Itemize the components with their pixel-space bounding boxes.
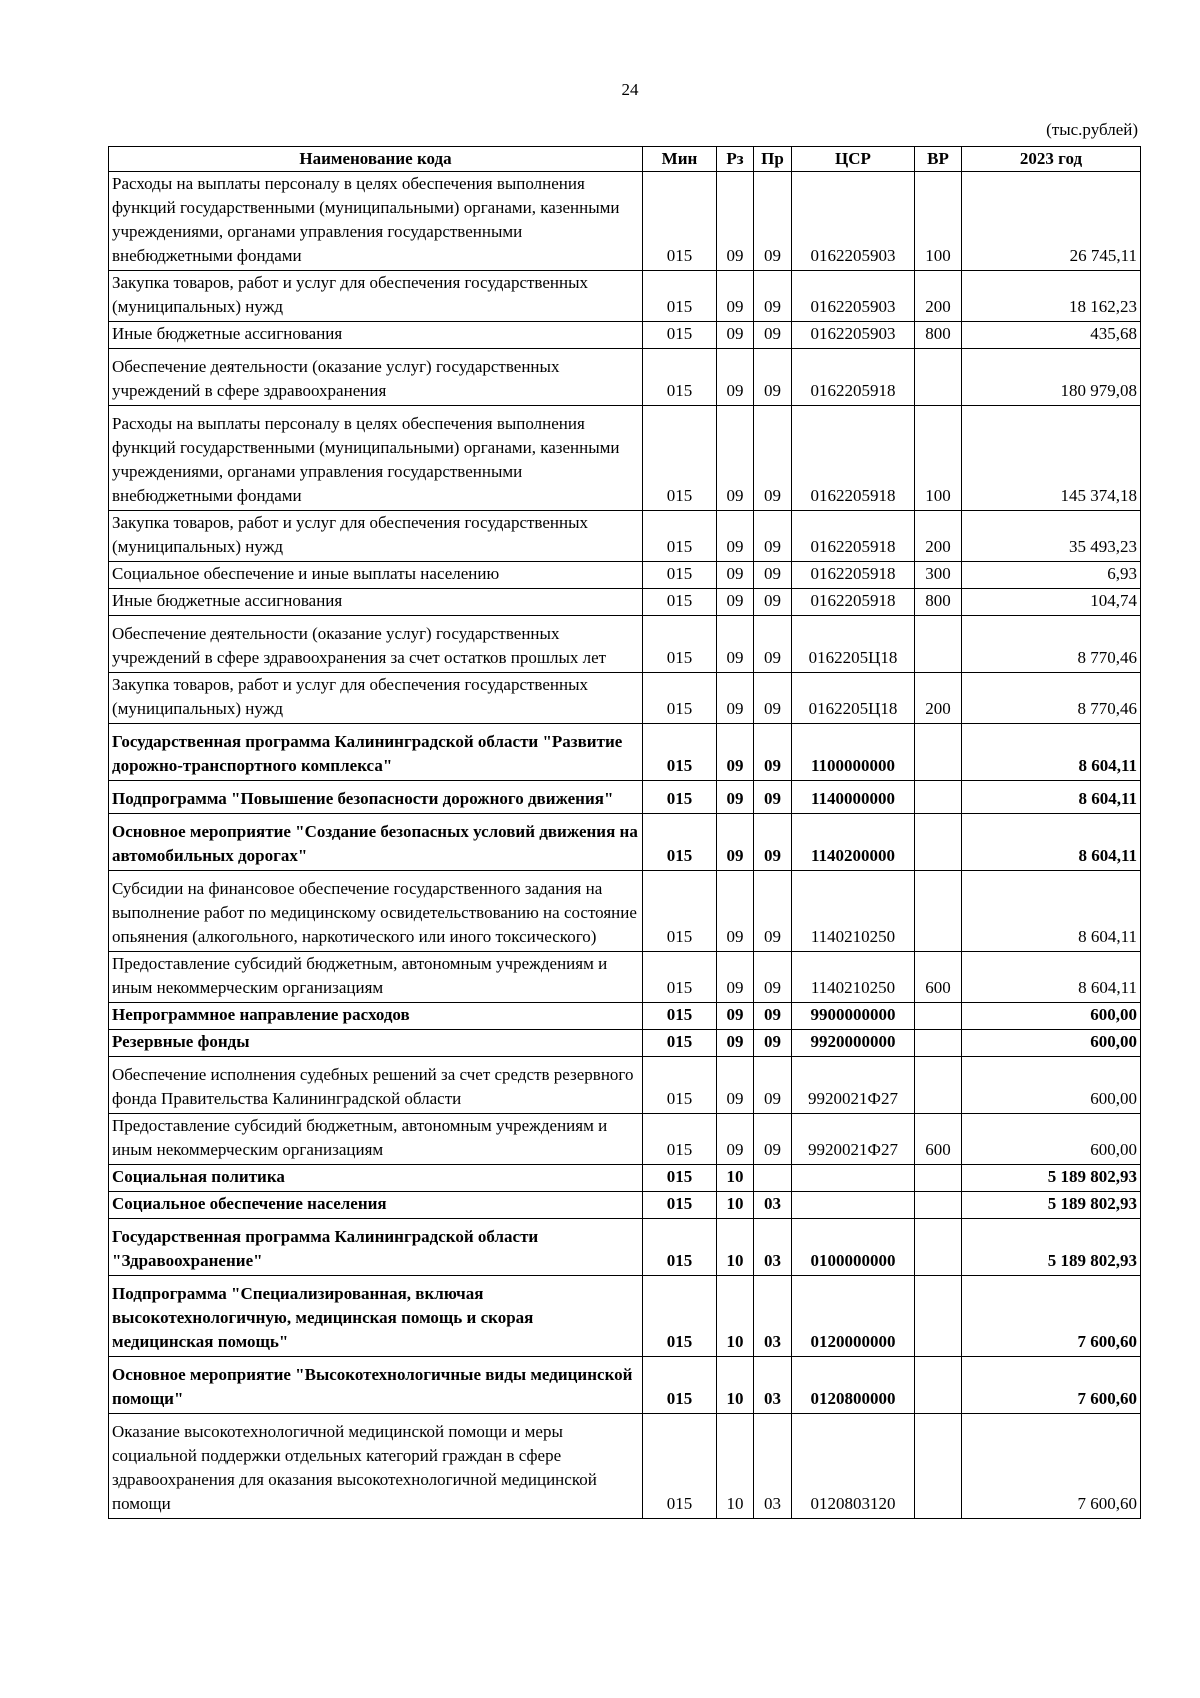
row-vr <box>915 724 962 781</box>
row-min: 015 <box>643 349 717 406</box>
row-min: 015 <box>643 1219 717 1276</box>
table-row <box>109 814 1141 871</box>
table-header-row <box>109 147 1141 172</box>
row-vr: 300 <box>915 562 962 589</box>
row-rz: 09 <box>717 406 754 511</box>
table-row <box>109 1219 1141 1276</box>
table-row <box>109 1276 1141 1357</box>
row-min: 015 <box>643 1003 717 1030</box>
row-amount: 6,93 <box>962 562 1141 589</box>
row-pr: 03 <box>754 1276 792 1357</box>
row-vr: 200 <box>915 511 962 562</box>
row-rz: 10 <box>717 1414 754 1519</box>
row-pr: 03 <box>754 1219 792 1276</box>
row-min: 015 <box>643 952 717 1003</box>
row-rz: 09 <box>717 616 754 673</box>
row-min: 015 <box>643 562 717 589</box>
row-pr: 03 <box>754 1192 792 1219</box>
row-min: 015 <box>643 172 717 271</box>
row-pr: 09 <box>754 814 792 871</box>
row-amount: 8 770,46 <box>962 673 1141 724</box>
row-rz: 09 <box>717 673 754 724</box>
row-amount: 145 374,18 <box>962 406 1141 511</box>
row-vr <box>915 1357 962 1414</box>
row-name: Социальное обеспечение населения <box>109 1192 643 1219</box>
row-csr: 0162205918 <box>792 511 915 562</box>
table-row <box>109 562 1141 589</box>
row-vr <box>915 1192 962 1219</box>
row-csr: 0162205918 <box>792 562 915 589</box>
row-min: 015 <box>643 271 717 322</box>
row-min: 015 <box>643 781 717 814</box>
row-csr: 0162205918 <box>792 589 915 616</box>
row-rz: 10 <box>717 1357 754 1414</box>
row-amount: 104,74 <box>962 589 1141 616</box>
row-rz: 09 <box>717 781 754 814</box>
row-vr <box>915 1030 962 1057</box>
row-amount: 600,00 <box>962 1030 1141 1057</box>
row-pr: 03 <box>754 1414 792 1519</box>
row-pr: 09 <box>754 322 792 349</box>
table-row <box>109 589 1141 616</box>
row-min: 015 <box>643 616 717 673</box>
row-name: Предоставление субсидий бюджетным, автономным учреждениям и иным некоммерческим организациям <box>109 952 643 1003</box>
table-row <box>109 1357 1141 1414</box>
row-amount: 8 604,11 <box>962 871 1141 952</box>
row-min: 015 <box>643 1165 717 1192</box>
row-amount: 8 604,11 <box>962 952 1141 1003</box>
row-csr: 9900000000 <box>792 1003 915 1030</box>
row-min: 015 <box>643 1357 717 1414</box>
table-row <box>109 616 1141 673</box>
row-pr: 09 <box>754 589 792 616</box>
row-vr <box>915 1219 962 1276</box>
table-row <box>109 1030 1141 1057</box>
row-csr: 1140200000 <box>792 814 915 871</box>
row-rz: 09 <box>717 724 754 781</box>
row-min: 015 <box>643 814 717 871</box>
row-vr <box>915 1414 962 1519</box>
row-pr: 09 <box>754 271 792 322</box>
row-csr: 0162205918 <box>792 349 915 406</box>
table-row <box>109 1057 1141 1114</box>
row-name: Основное мероприятие "Высокотехнологичные виды медицинской помощи" <box>109 1357 643 1414</box>
row-amount: 435,68 <box>962 322 1141 349</box>
row-csr: 1140000000 <box>792 781 915 814</box>
row-pr: 09 <box>754 952 792 1003</box>
row-amount: 5 189 802,93 <box>962 1165 1141 1192</box>
budget-table <box>108 146 1141 1519</box>
row-csr: 0120803120 <box>792 1414 915 1519</box>
row-name: Иные бюджетные ассигнования <box>109 322 643 349</box>
row-rz: 09 <box>717 511 754 562</box>
row-amount: 600,00 <box>962 1057 1141 1114</box>
row-amount: 5 189 802,93 <box>962 1219 1141 1276</box>
table-row <box>109 1114 1141 1165</box>
row-vr <box>915 616 962 673</box>
row-name: Подпрограмма "Специализированная, включая высокотехнологичную, медицинская помощь и скорая медицинская помощь" <box>109 1276 643 1357</box>
col-header-year: 2023 год <box>962 147 1141 172</box>
row-amount: 8 604,11 <box>962 781 1141 814</box>
row-vr <box>915 1057 962 1114</box>
row-name: Социальное обеспечение и иные выплаты населению <box>109 562 643 589</box>
row-min: 015 <box>643 1057 717 1114</box>
row-rz: 10 <box>717 1192 754 1219</box>
row-name: Предоставление субсидий бюджетным, автономным учреждениям и иным некоммерческим организациям <box>109 1114 643 1165</box>
row-csr: 0100000000 <box>792 1219 915 1276</box>
row-vr <box>915 781 962 814</box>
col-header-name: Наименование кода <box>109 147 643 172</box>
row-amount: 8 770,46 <box>962 616 1141 673</box>
row-rz: 10 <box>717 1165 754 1192</box>
row-amount: 26 745,11 <box>962 172 1141 271</box>
row-min: 015 <box>643 1414 717 1519</box>
table-row <box>109 1414 1141 1519</box>
row-min: 015 <box>643 871 717 952</box>
row-csr: 9920000000 <box>792 1030 915 1057</box>
row-csr: 0120000000 <box>792 1276 915 1357</box>
row-pr: 09 <box>754 406 792 511</box>
row-rz: 09 <box>717 349 754 406</box>
row-pr <box>754 1165 792 1192</box>
row-rz: 09 <box>717 871 754 952</box>
row-amount: 7 600,60 <box>962 1357 1141 1414</box>
row-name: Непрограммное направление расходов <box>109 1003 643 1030</box>
row-name: Иные бюджетные ассигнования <box>109 589 643 616</box>
table-row <box>109 1192 1141 1219</box>
row-pr: 09 <box>754 511 792 562</box>
row-vr: 800 <box>915 322 962 349</box>
row-min: 015 <box>643 511 717 562</box>
row-rz: 09 <box>717 172 754 271</box>
table-row <box>109 349 1141 406</box>
row-pr: 09 <box>754 1003 792 1030</box>
row-csr: 0162205903 <box>792 322 915 349</box>
row-pr: 09 <box>754 781 792 814</box>
row-rz: 09 <box>717 322 754 349</box>
row-rz: 09 <box>717 589 754 616</box>
row-amount: 8 604,11 <box>962 814 1141 871</box>
row-csr: 1100000000 <box>792 724 915 781</box>
table-row <box>109 511 1141 562</box>
row-min: 015 <box>643 1276 717 1357</box>
row-csr: 9920021Ф27 <box>792 1114 915 1165</box>
row-vr: 600 <box>915 1114 962 1165</box>
row-pr: 09 <box>754 673 792 724</box>
row-rz: 09 <box>717 1003 754 1030</box>
row-rz: 09 <box>717 1030 754 1057</box>
row-amount: 7 600,60 <box>962 1414 1141 1519</box>
row-name: Закупка товаров, работ и услуг для обеспечения государственных (муниципальных) нужд <box>109 673 643 724</box>
row-csr: 0162205Ц18 <box>792 616 915 673</box>
row-name: Закупка товаров, работ и услуг для обеспечения государственных (муниципальных) нужд <box>109 511 643 562</box>
row-pr: 09 <box>754 172 792 271</box>
row-rz: 10 <box>717 1276 754 1357</box>
row-rz: 09 <box>717 562 754 589</box>
row-min: 015 <box>643 1030 717 1057</box>
row-vr <box>915 871 962 952</box>
col-header-vr: ВР <box>915 147 962 172</box>
row-pr: 09 <box>754 562 792 589</box>
row-min: 015 <box>643 724 717 781</box>
row-pr: 03 <box>754 1357 792 1414</box>
row-pr: 09 <box>754 724 792 781</box>
table-body <box>109 172 1141 1519</box>
row-amount: 600,00 <box>962 1114 1141 1165</box>
row-rz: 09 <box>717 1114 754 1165</box>
table-row <box>109 781 1141 814</box>
page-number: 24 <box>621 80 639 99</box>
row-pr: 09 <box>754 616 792 673</box>
col-header-min: Мин <box>643 147 717 172</box>
row-vr: 100 <box>915 172 962 271</box>
row-name: Расходы на выплаты персоналу в целях обеспечения выполнения функций государственными (муниципальными) органами, казенными учреждениями, органами управления государственными внебюджетными фондами <box>109 172 643 271</box>
row-csr: 1140210250 <box>792 871 915 952</box>
row-csr: 0162205Ц18 <box>792 673 915 724</box>
row-name: Расходы на выплаты персоналу в целях обеспечения выполнения функций государственными (муниципальными) органами, казенными учреждениями, органами управления государственными внебюджетными фондами <box>109 406 643 511</box>
row-amount: 5 189 802,93 <box>962 1192 1141 1219</box>
row-csr: 0162205903 <box>792 172 915 271</box>
row-name: Резервные фонды <box>109 1030 643 1057</box>
row-csr <box>792 1192 915 1219</box>
row-name: Социальная политика <box>109 1165 643 1192</box>
row-vr: 800 <box>915 589 962 616</box>
row-name: Государственная программа Калининградской области "Здравоохранение" <box>109 1219 643 1276</box>
row-pr: 09 <box>754 871 792 952</box>
row-vr <box>915 1003 962 1030</box>
row-vr: 200 <box>915 271 962 322</box>
row-name: Субсидии на финансовое обеспечение государственного задания на выполнение работ по медицинскому освидетельствованию на состояние опьянения (алкогольного, наркотического или иного токсического) <box>109 871 643 952</box>
row-csr: 0120800000 <box>792 1357 915 1414</box>
row-amount: 600,00 <box>962 1003 1141 1030</box>
row-pr: 09 <box>754 349 792 406</box>
row-rz: 09 <box>717 1057 754 1114</box>
row-vr <box>915 1276 962 1357</box>
row-name: Обеспечение исполнения судебных решений за счет средств резервного фонда Правительства Калининградской области <box>109 1057 643 1114</box>
row-name: Основное мероприятие "Создание безопасных условий движения на автомобильных дорогах" <box>109 814 643 871</box>
row-vr: 100 <box>915 406 962 511</box>
row-name: Подпрограмма "Повышение безопасности дорожного движения" <box>109 781 643 814</box>
row-csr: 0162205918 <box>792 406 915 511</box>
row-name: Оказание высокотехнологичной медицинской помощи и меры социальной поддержки отдельных категорий граждан в сфере здравоохранения для оказания высокотехнологичной медицинской помощи <box>109 1414 643 1519</box>
row-pr: 09 <box>754 1057 792 1114</box>
row-min: 015 <box>643 406 717 511</box>
table-row <box>109 952 1141 1003</box>
row-rz: 09 <box>717 952 754 1003</box>
units-label: (тыс.рублей) <box>1046 120 1138 139</box>
table-row <box>109 1003 1141 1030</box>
row-vr: 600 <box>915 952 962 1003</box>
table-row <box>109 271 1141 322</box>
row-name: Обеспечение деятельности (оказание услуг) государственных учреждений в сфере здравоохранения за счет остатков прошлых лет <box>109 616 643 673</box>
row-min: 015 <box>643 1192 717 1219</box>
row-name: Обеспечение деятельности (оказание услуг) государственных учреждений в сфере здравоохранения <box>109 349 643 406</box>
row-min: 015 <box>643 1114 717 1165</box>
row-min: 015 <box>643 673 717 724</box>
col-header-pr: Пр <box>754 147 792 172</box>
table-row <box>109 673 1141 724</box>
table-row <box>109 1165 1141 1192</box>
row-csr: 0162205903 <box>792 271 915 322</box>
table-row <box>109 172 1141 271</box>
row-vr: 200 <box>915 673 962 724</box>
col-header-csr: ЦСР <box>792 147 915 172</box>
row-amount: 180 979,08 <box>962 349 1141 406</box>
row-vr <box>915 814 962 871</box>
row-csr: 9920021Ф27 <box>792 1057 915 1114</box>
row-name: Государственная программа Калининградской области "Развитие дорожно-транспортного комплекса" <box>109 724 643 781</box>
table-row <box>109 322 1141 349</box>
row-csr <box>792 1165 915 1192</box>
table-row <box>109 724 1141 781</box>
row-min: 015 <box>643 589 717 616</box>
row-amount: 35 493,23 <box>962 511 1141 562</box>
row-amount: 7 600,60 <box>962 1276 1141 1357</box>
row-rz: 10 <box>717 1219 754 1276</box>
col-header-rz: Рз <box>717 147 754 172</box>
row-vr <box>915 349 962 406</box>
table-row <box>109 871 1141 952</box>
row-min: 015 <box>643 322 717 349</box>
row-amount: 8 604,11 <box>962 724 1141 781</box>
row-name: Закупка товаров, работ и услуг для обеспечения государственных (муниципальных) нужд <box>109 271 643 322</box>
row-pr: 09 <box>754 1030 792 1057</box>
row-rz: 09 <box>717 814 754 871</box>
row-vr <box>915 1165 962 1192</box>
row-pr: 09 <box>754 1114 792 1165</box>
table-row <box>109 406 1141 511</box>
row-csr: 1140210250 <box>792 952 915 1003</box>
row-amount: 18 162,23 <box>962 271 1141 322</box>
row-rz: 09 <box>717 271 754 322</box>
